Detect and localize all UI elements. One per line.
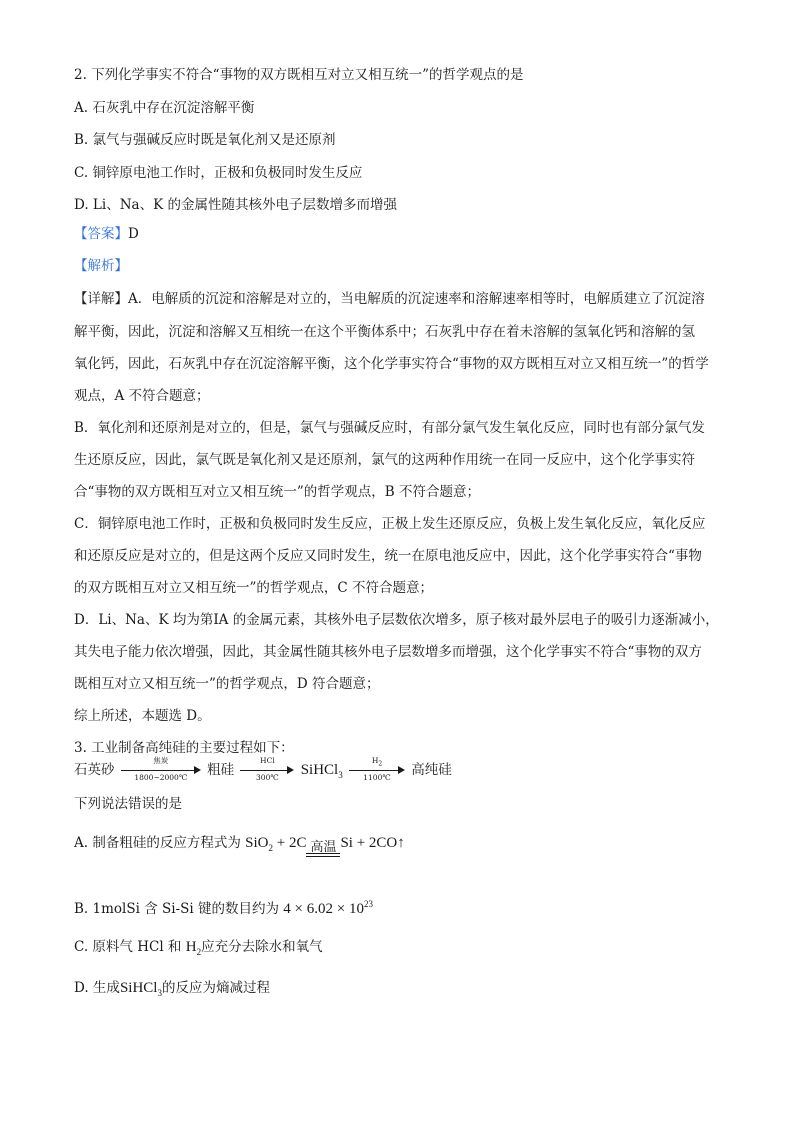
answer-label: 【答案】 — [74, 226, 128, 242]
analysis-label-text: 【解析】 — [74, 258, 128, 274]
detail-c-line1: C．铜锌原电池工作时，正极和负极同时发生反应，正极上发生还原反应，负极上发生氧化反应，氧化反应 — [74, 516, 706, 532]
q3-option-c-text2: 应充分去除水和氧气 — [201, 939, 323, 955]
q3-option-d-sihcl3: SiHCl$_3$ — [119, 980, 162, 998]
detail-d-line2: 其失电子能力依次增强，因此，其金属性随其核外电子层数增多而增强，这个化学事实不符合“事物的双方 — [74, 644, 702, 660]
detail-label: 【详解】 — [74, 291, 128, 307]
q2-option-c: C. 铜锌原电池工作时，正极和负极同时发生反应 — [74, 165, 363, 181]
right-arrow-icon — [194, 766, 201, 774]
arrow1-condition-top: 焦炭 — [153, 755, 169, 765]
process-step-sihcl3: SiHCl$_3$ — [300, 762, 343, 780]
process-arrow-3 — [349, 755, 405, 782]
detail-b-line3: 合“事物的双方既相互对立又相互统一”的哲学观点，B 不符合题意； — [74, 484, 481, 500]
q3-option-b — [74, 893, 373, 920]
q3-option-c-text1: C. 原料气 HCl 和 — [74, 939, 182, 955]
detail-c-line2: 和还原反应是对立的，但是这两个反应又同时发生，统一在原电池反应中，因此，这个化学事实符合“事物 — [74, 548, 702, 564]
detail-b-line2: 生还原反应，因此，氯气既是氧化剂又是还原剂，氯气的这两种作用统一在同一反应中，这个化学事实符 — [74, 452, 695, 468]
q2-option-a: A. 石灰乳中存在沉淀溶解平衡 — [74, 100, 255, 116]
detail-a-line3: 氧化钙，因此，石灰乳中存在沉淀溶解平衡，这个化学事实符合“事物的双方既相互对立又相互统一”的哲学 — [74, 356, 709, 372]
process-step-pure-si: 高纯硅 — [411, 762, 452, 778]
detail-a-line2: 解平衡，因此，沉淀和溶解又互相统一在这个平衡体系中；石灰乳中存在着未溶解的氢氧化钙和溶解的氢 — [74, 324, 695, 340]
right-arrow-icon — [398, 766, 405, 774]
equation-condition: 高温 — [306, 840, 340, 861]
q3-option-d-text2: 的反应为熵减过程 — [161, 980, 270, 996]
analysis-label — [74, 257, 128, 275]
arrow2-condition-top: HCl — [260, 755, 275, 765]
q3-option-d — [74, 977, 270, 1004]
right-arrow-icon — [287, 766, 294, 774]
process-step-quartz: 石英砂 — [74, 762, 115, 778]
detail-a-text1: A．电解质的沉淀和溶解是对立的，当电解质的沉淀速率和溶解速率相等时，电解质建立了沉淀溶 — [128, 291, 705, 307]
detail-d-line3: 既相互对立又相互统一”的哲学观点，D 符合题意； — [74, 676, 380, 692]
detail-d-line1: D．Li、Na、K 均为第ⅠA 的金属元素，其核外电子层数依次增多，原子核对最外层电子的吸引力逐渐减小， — [74, 612, 719, 628]
gas-up-arrow-icon: ↑ — [397, 835, 405, 851]
q3-option-a — [74, 830, 405, 861]
arrow1-condition-bottom: 1800~2000℃ — [134, 772, 188, 782]
q3-option-d-text1: D. 生成 — [74, 980, 120, 996]
detail-a-line1 — [74, 290, 705, 308]
q3-option-a-text: A. 制备粗硅的反应方程式为 — [74, 835, 241, 851]
q3-option-a-equation: SiO$_2$ + 2C 高温 Si + 2CO↑ — [245, 835, 405, 851]
process-step-crude-si: 粗硅 — [207, 762, 235, 778]
q3-process-flow — [74, 755, 452, 785]
answer-value: D — [128, 226, 139, 242]
q3-prompt: 下列说法错误的是 — [74, 796, 182, 812]
arrow2-condition-bottom: 300℃ — [256, 772, 279, 782]
arrow3-condition-top: $H_2$ — [371, 755, 383, 767]
q2-option-b: B. 氯气与强碱反应时既是氧化剂又是还原剂 — [74, 132, 336, 148]
arrow3-condition-bottom: 1100℃ — [363, 772, 391, 782]
detail-c-line3: 的双方既相互对立又相互统一”的哲学观点，C 不符合题意； — [74, 580, 434, 596]
detail-summary: 综上所述，本题选 D。 — [74, 708, 211, 724]
q3-title: 3. 工业制备高纯硅的主要过程如下： — [74, 740, 294, 756]
detail-b-line1: B．氧化剂和还原剂是对立的，但是，氯气与强碱反应时，有部分氯气发生氧化反应，同时也有部分氯气发 — [74, 420, 705, 436]
q2-title: 2. 下列化学事实不符合“事物的双方既相互对立又相互统一”的哲学观点的是 — [74, 67, 524, 83]
detail-a-line4: 观点，A 不符合题意； — [74, 388, 210, 404]
process-arrow-2 — [240, 755, 294, 782]
q2-option-d: D. Li、Na、K 的金属性随其核外电子层数增多而增强 — [74, 197, 397, 213]
q3-option-c — [74, 936, 323, 963]
answer-line — [74, 225, 139, 243]
q3-option-b-formula: $4 \times 6.02 \times 10^{23}$ — [283, 899, 373, 917]
q3-option-c-h2: $H_2$ — [185, 939, 202, 957]
q3-option-b-text: B. 1molSi 含 Si-Si 键的数目约为 — [74, 901, 279, 917]
process-arrow-1 — [121, 755, 201, 782]
